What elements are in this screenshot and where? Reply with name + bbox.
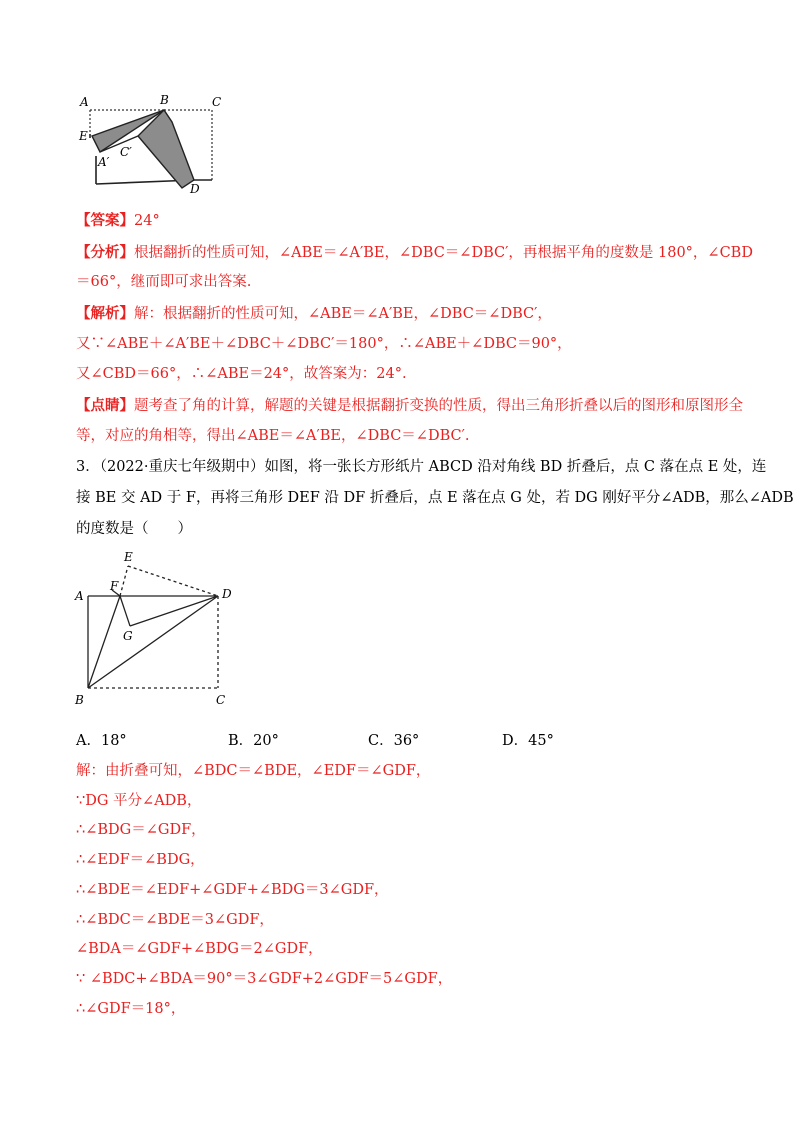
label-D: D <box>222 587 232 601</box>
solution3-line-6: ∴∠BDC＝∠BDE＝3∠GDF， <box>76 912 274 928</box>
label-F: F <box>110 579 119 593</box>
label-A: A <box>75 589 84 603</box>
solution3-line-8: ∵ ∠BDC+∠BDA＝90°＝3∠GDF+2∠GDF＝5∠GDF， <box>76 971 453 987</box>
solution3-line-5: ∴∠BDE＝∠EDF+∠GDF+∠BDG＝3∠GDF， <box>76 882 389 898</box>
solution-line-1 <box>76 304 552 324</box>
solution3-line-3: ∴∠BDG＝∠GDF， <box>76 822 206 838</box>
label-C: C <box>212 95 222 109</box>
solution3-line-4: ∴∠EDF＝∠BDG， <box>76 852 205 868</box>
comment-tag: 【点睛】 <box>76 397 134 414</box>
comment-line-1 <box>76 396 743 416</box>
solution3-line-9: ∴∠GDF＝18°， <box>76 1001 186 1017</box>
figure-folded-rectangle <box>78 92 224 196</box>
solution-text-1: 解：根据翻折的性质可知，∠ABE＝∠A′BE，∠DBC＝∠DBC′， <box>134 306 552 322</box>
label-C: C <box>216 693 226 707</box>
analysis-line-1 <box>76 243 753 263</box>
label-A-prime: A′ <box>98 155 110 169</box>
solution-line-3: 又∠CBD＝66°，∴∠ABE＝24°，故答案为：24°. <box>76 366 407 382</box>
question3-line-3: 的度数是（ ） <box>76 521 192 537</box>
comment-text-1: 题考查了角的计算，解题的关键是根据翻折变换的性质，得出三角形折叠以后的图形和原图形全 <box>134 398 743 414</box>
answer-tag: 【答案】 <box>76 212 134 229</box>
comment-line-2: 等，对应的角相等，得出∠ABE＝∠A′BE，∠DBC＝∠DBC′. <box>76 428 470 444</box>
answer-line <box>76 211 160 231</box>
solution-line-2: 又∵∠ABE＋∠A′BE＋∠DBC＋∠DBC′＝180°，∴∠ABE＋∠DBC＝90°， <box>76 336 572 352</box>
figure-rectangle-fold-abcd <box>72 548 242 708</box>
label-D: D <box>190 182 200 196</box>
analysis-tag: 【分析】 <box>76 244 134 261</box>
label-E: E <box>79 129 88 143</box>
label-A: A <box>80 95 89 109</box>
analysis-line-2: ＝66°，继而即可求出答案. <box>76 274 252 290</box>
option-a[interactable]: A．18° <box>76 733 127 749</box>
solution3-line-2: ∵DG 平分∠ADB， <box>76 793 202 809</box>
option-c[interactable]: C．36° <box>368 733 420 749</box>
option-b[interactable]: B．20° <box>228 733 279 749</box>
answer-value: 24° <box>134 213 160 229</box>
solution3-line-1: 解：由折叠可知，∠BDC＝∠BDE，∠EDF＝∠GDF， <box>76 763 431 779</box>
solution3-line-7: ∠BDA＝∠GDF+∠BDG＝2∠GDF， <box>76 941 323 957</box>
label-E: E <box>124 550 133 564</box>
label-B: B <box>75 693 84 707</box>
analysis-text-1: 根据翻折的性质可知，∠ABE＝∠A′BE，∠DBC＝∠DBC′，再根据平角的度数是 180°，∠CBD <box>134 245 753 261</box>
solution-tag: 【解析】 <box>76 305 134 322</box>
label-G: G <box>123 629 133 643</box>
question3-line-2: 接 BE 交 AD 于 F，再将三角形 DEF 沿 DF 折叠后，点 E 落在点 G 处，若 DG 刚好平分∠ADB，那么∠ADB <box>76 490 794 506</box>
option-d[interactable]: D．45° <box>502 733 554 749</box>
label-C-prime: C′ <box>120 145 132 159</box>
question3-line-1: 3．（2022·重庆七年级期中）如图，将一张长方形纸片 ABCD 沿对角线 BD 折叠后，点 C 落在点 E 处，连 <box>76 459 767 475</box>
label-B: B <box>160 93 169 107</box>
